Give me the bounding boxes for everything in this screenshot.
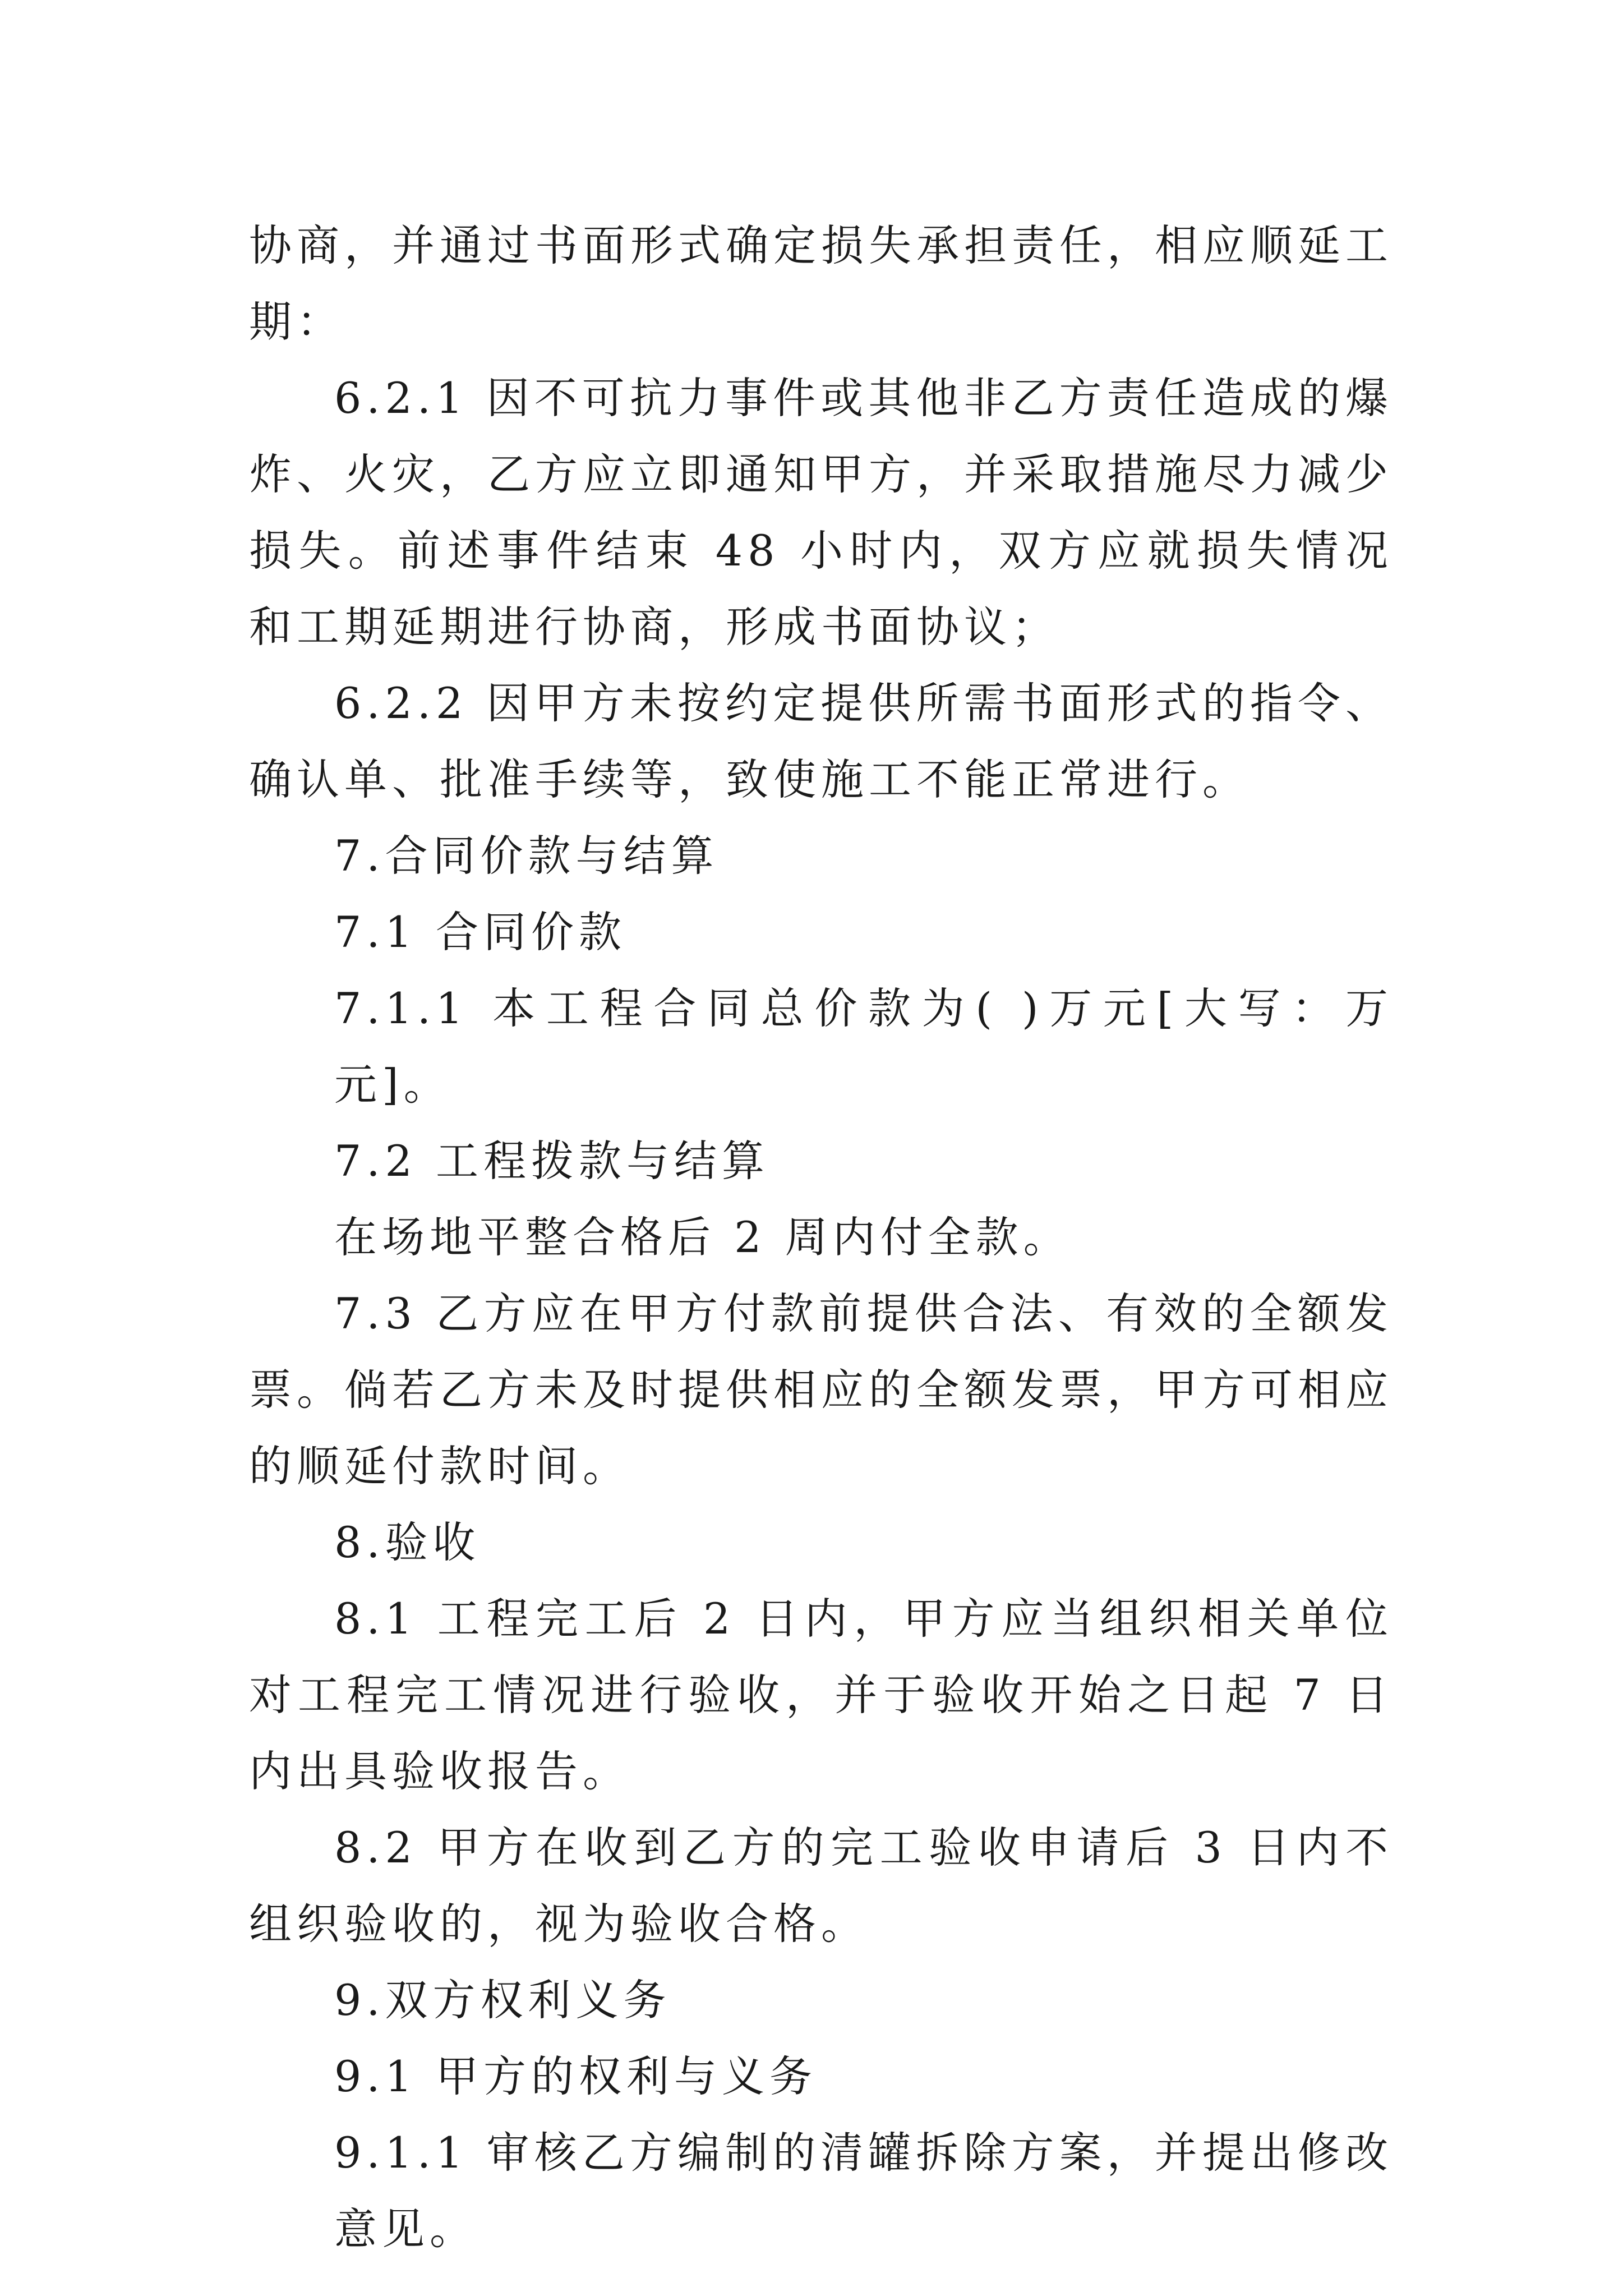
clause-9-1-1: 9.1.1 审核乙方编制的清罐拆除方案，并提出修改意见。 <box>334 2128 1393 2254</box>
clause-9-1-heading: 9.1 甲方的权利与义务 <box>334 2051 818 2101</box>
section-8-heading: 8.验收 <box>334 1517 481 1567</box>
clause-8-2: 8.2 甲方在收到乙方的完工验收申请后 3 日内不组织验收的，视为验收合格。 <box>249 1823 1393 1949</box>
paragraph-continuation: 协商，并通过书面形式确定损失承担责任，相应顺延工期： <box>249 220 1393 347</box>
clause-7-3: 7.3 乙方应在甲方付款前提供合法、有效的全额发票。倘若乙方未及时提供相应的全额发票，甲方可相应的顺延付款时间。 <box>249 1289 1393 1491</box>
clause-7-1-heading: 7.1 合同价款 <box>334 907 627 957</box>
contract-text-body <box>249 208 1393 2267</box>
clause-7-1-1: 7.1.1 本工程合同总价款为( )万元[大写：万元]。 <box>334 983 1393 1110</box>
payment-term: 在场地平整合格后 2 周内付全款。 <box>334 1212 1071 1262</box>
clause-6-2-1: 6.2.1 因不可抗力事件或其他非乙方责任造成的爆炸、火灾，乙方应立即通知甲方，并采取措施尽力减少损失。前述事件结束 48 小时内，双方应就损失情况和工期延期进行协商，形成书面协议； <box>249 373 1393 652</box>
clause-6-2-2: 6.2.2 因甲方未按约定提供所需书面形式的指令、确认单、批准手续等，致使施工不能正常进行。 <box>249 678 1393 804</box>
section-9-heading: 9.双方权利义务 <box>334 1975 671 2025</box>
clause-8-1: 8.1 工程完工后 2 日内，甲方应当组织相关单位对工程完工情况进行验收，并于验收开始之日起 7 日内出具验收报告。 <box>249 1594 1393 1796</box>
clause-7-2-heading: 7.2 工程拨款与结算 <box>334 1136 770 1186</box>
section-7-heading: 7.合同价款与结算 <box>334 831 719 881</box>
